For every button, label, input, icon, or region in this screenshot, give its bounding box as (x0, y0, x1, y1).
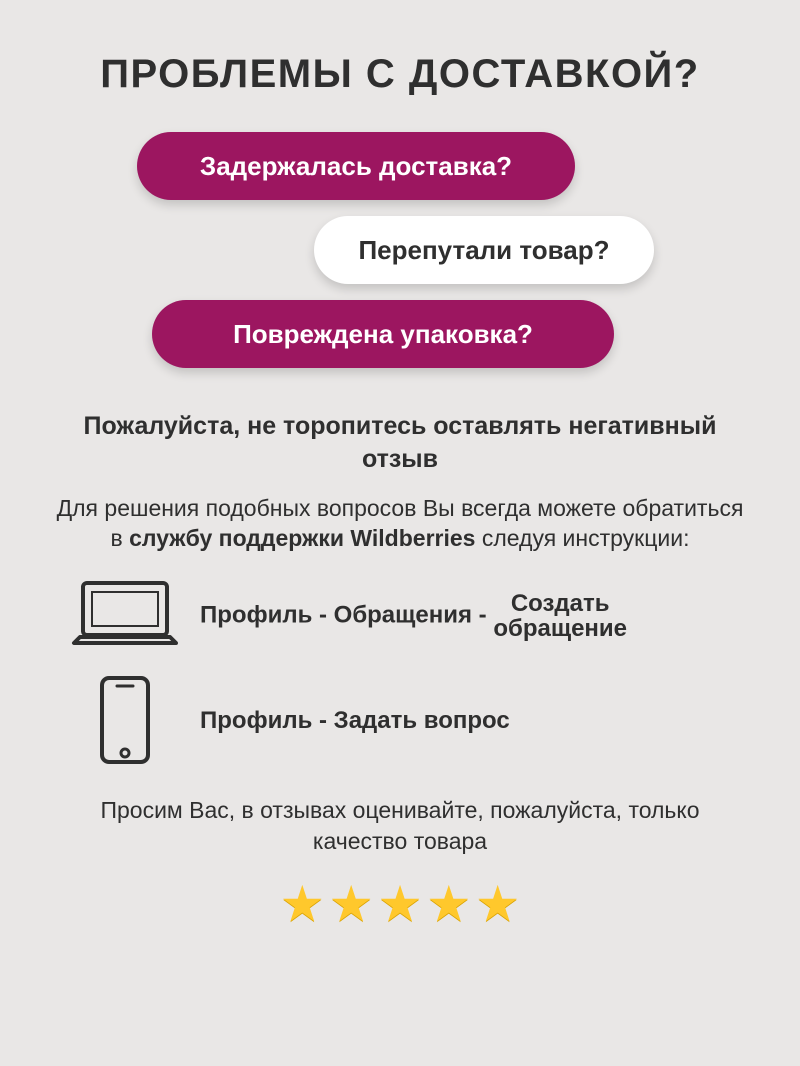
problem-pill-delivery-delayed (137, 132, 575, 200)
support-instruction-text (50, 493, 750, 554)
star-icon: ★ (475, 876, 521, 933)
page-title: ПРОБЛЕМЫ С ДОСТАВКОЙ? (100, 52, 700, 96)
problem-pill-damaged-package (152, 300, 614, 368)
star-icon: ★ (328, 876, 374, 933)
instruction-steps (50, 579, 750, 765)
step-desktop-stack-line2: обращение (493, 615, 628, 643)
step-desktop-text (200, 591, 627, 641)
footer-note: Просим Вас, в отзывах оценивайте, пожалуйста, только качество товара (100, 797, 700, 855)
step-desktop-stack (493, 591, 627, 641)
step-mobile (50, 675, 750, 765)
step-mobile-text: Профиль - Задать вопрос (200, 706, 510, 734)
support-instruction-part1: Для решения подобных вопросов Вы всегда можете обратиться в (56, 494, 744, 551)
problem-pill-wrong-item (314, 216, 654, 284)
step-desktop-main: Профиль - Обращения - (200, 601, 494, 629)
problem-pill-label: Перепутали товар? (358, 234, 610, 265)
laptop-icon (50, 579, 200, 653)
problem-pill-label: Повреждена упаковка? (233, 318, 533, 349)
support-instruction-part2: следуя инструкции: (475, 524, 690, 551)
star-icon: ★ (279, 876, 325, 933)
support-highlight: службу поддержки Wildberries (129, 524, 476, 551)
star-icon: ★ (377, 876, 423, 933)
star-icon: ★ (426, 876, 472, 933)
lead-text: Пожалуйста, не торопитесь оставлять негативный отзыв (83, 412, 717, 474)
problem-pill-list (0, 132, 800, 368)
star-rating (279, 876, 521, 933)
phone-icon (50, 675, 200, 765)
problem-pill-label: Задержалась доставка? (199, 150, 513, 181)
step-desktop (50, 579, 750, 653)
step-desktop-stack-line1: Создать (510, 590, 610, 618)
